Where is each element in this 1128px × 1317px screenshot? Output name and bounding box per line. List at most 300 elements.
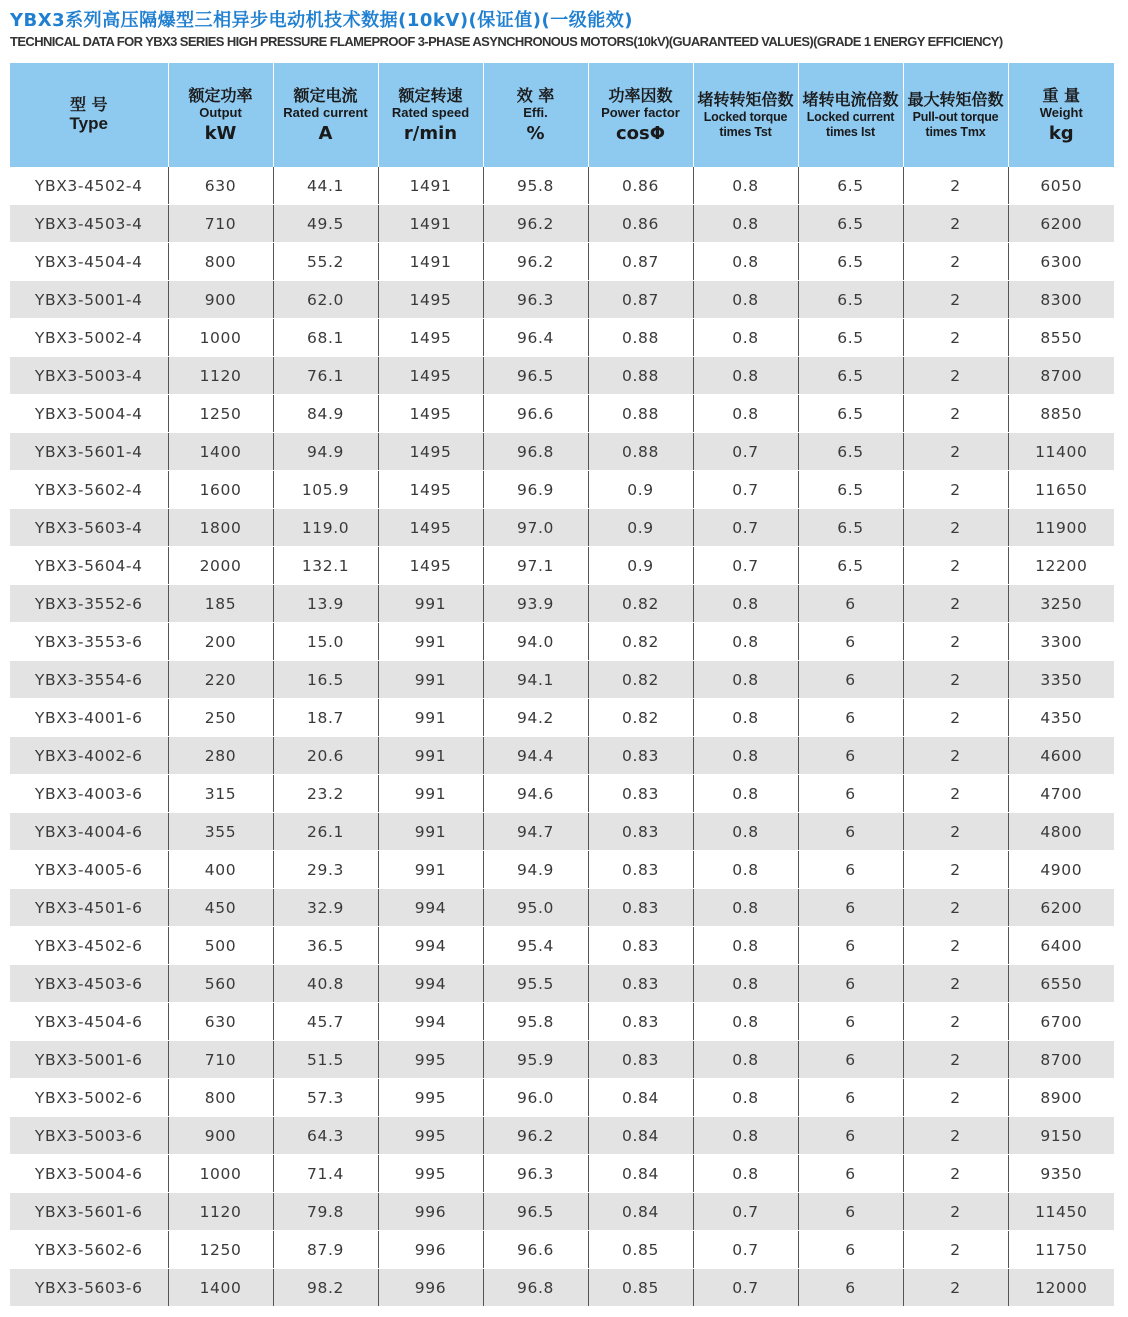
cell-efficiency: 96.5	[483, 357, 588, 395]
cell-efficiency: 96.4	[483, 319, 588, 357]
cell-output: 400	[168, 851, 273, 889]
cell-pullout-torque: 2	[903, 547, 1008, 585]
cell-power-factor: 0.88	[588, 357, 693, 395]
cell-weight: 11650	[1008, 471, 1114, 509]
cell-type: YBX3-5004-6	[10, 1155, 168, 1193]
table-row	[10, 927, 1114, 965]
cell-weight: 6400	[1008, 927, 1114, 965]
cell-locked-torque: 0.8	[693, 357, 798, 395]
cell-type: YBX3-5603-4	[10, 509, 168, 547]
cell-output: 280	[168, 737, 273, 775]
cell-power-factor: 0.83	[588, 737, 693, 775]
cell-locked-torque: 0.7	[693, 547, 798, 585]
cell-locked-current: 6.5	[798, 471, 903, 509]
cell-locked-torque: 0.7	[693, 509, 798, 547]
cell-efficiency: 94.4	[483, 737, 588, 775]
cell-locked-torque: 0.8	[693, 927, 798, 965]
cell-speed: 994	[378, 1003, 483, 1041]
cell-locked-torque: 0.8	[693, 851, 798, 889]
cell-output: 1000	[168, 319, 273, 357]
cell-current: 105.9	[273, 471, 378, 509]
table-row	[10, 623, 1114, 661]
cell-pullout-torque: 2	[903, 623, 1008, 661]
cell-pullout-torque: 2	[903, 1117, 1008, 1155]
cell-weight: 9150	[1008, 1117, 1114, 1155]
cell-pullout-torque: 2	[903, 851, 1008, 889]
cell-efficiency: 94.7	[483, 813, 588, 851]
cell-output: 2000	[168, 547, 273, 585]
cell-weight: 11750	[1008, 1231, 1114, 1269]
cell-weight: 4800	[1008, 813, 1114, 851]
cell-speed: 994	[378, 965, 483, 1003]
table-row	[10, 1269, 1114, 1307]
cell-weight: 12200	[1008, 547, 1114, 585]
col-header-unit: cosΦ	[615, 122, 666, 144]
cell-speed: 991	[378, 661, 483, 699]
cell-power-factor: 0.86	[588, 167, 693, 205]
cell-output: 1800	[168, 509, 273, 547]
cell-locked-torque: 0.7	[693, 1193, 798, 1231]
cell-current: 36.5	[273, 927, 378, 965]
cell-efficiency: 95.5	[483, 965, 588, 1003]
cell-output: 450	[168, 889, 273, 927]
col-header-speed	[378, 63, 483, 167]
cell-speed: 991	[378, 775, 483, 813]
cell-locked-current: 6.5	[798, 243, 903, 281]
cell-current: 32.9	[273, 889, 378, 927]
cell-pullout-torque: 2	[903, 889, 1008, 927]
cell-locked-current: 6	[798, 1117, 903, 1155]
cell-locked-current: 6	[798, 1193, 903, 1231]
cell-locked-current: 6	[798, 813, 903, 851]
cell-current: 45.7	[273, 1003, 378, 1041]
cell-speed: 996	[378, 1193, 483, 1231]
table-row	[10, 1003, 1114, 1041]
cell-efficiency: 96.5	[483, 1193, 588, 1231]
cell-efficiency: 94.1	[483, 661, 588, 699]
cell-output: 500	[168, 927, 273, 965]
table-row	[10, 167, 1114, 205]
cell-locked-torque: 0.8	[693, 661, 798, 699]
cell-locked-current: 6.5	[798, 547, 903, 585]
cell-type: YBX3-5602-4	[10, 471, 168, 509]
cell-power-factor: 0.88	[588, 395, 693, 433]
cell-power-factor: 0.83	[588, 1003, 693, 1041]
col-header-unit: A	[318, 122, 333, 144]
table-row	[10, 775, 1114, 813]
cell-weight: 8700	[1008, 1041, 1114, 1079]
cell-locked-torque: 0.8	[693, 889, 798, 927]
col-header-cn: 型 号	[69, 95, 108, 115]
cell-weight: 11400	[1008, 433, 1114, 471]
cell-locked-current: 6	[798, 889, 903, 927]
cell-locked-torque: 0.8	[693, 1079, 798, 1117]
cell-speed: 991	[378, 699, 483, 737]
cell-output: 185	[168, 585, 273, 623]
cell-locked-torque: 0.8	[693, 205, 798, 243]
table-row	[10, 889, 1114, 927]
cell-pullout-torque: 2	[903, 205, 1008, 243]
cell-type: YBX3-3553-6	[10, 623, 168, 661]
cell-locked-current: 6	[798, 737, 903, 775]
cell-weight: 11900	[1008, 509, 1114, 547]
cell-locked-current: 6	[798, 1041, 903, 1079]
col-header-en: Locked current times Ist	[806, 109, 895, 139]
cell-weight: 12000	[1008, 1269, 1114, 1307]
cell-locked-torque: 0.8	[693, 1155, 798, 1193]
cell-type: YBX3-4503-6	[10, 965, 168, 1003]
cell-pullout-torque: 2	[903, 927, 1008, 965]
cell-pullout-torque: 2	[903, 1041, 1008, 1079]
cell-weight: 6550	[1008, 965, 1114, 1003]
col-header-en: Locked torque times Tst	[703, 109, 788, 139]
cell-locked-current: 6	[798, 1155, 903, 1193]
cell-speed: 995	[378, 1155, 483, 1193]
cell-locked-torque: 0.8	[693, 319, 798, 357]
cell-type: YBX3-5603-6	[10, 1269, 168, 1307]
cell-efficiency: 96.3	[483, 281, 588, 319]
cell-type: YBX3-5601-4	[10, 433, 168, 471]
cell-type: YBX3-4502-4	[10, 167, 168, 205]
table-row	[10, 281, 1114, 319]
cell-locked-current: 6.5	[798, 357, 903, 395]
cell-type: YBX3-5004-4	[10, 395, 168, 433]
cell-speed: 1495	[378, 319, 483, 357]
cell-weight: 6050	[1008, 167, 1114, 205]
cell-power-factor: 0.84	[588, 1155, 693, 1193]
header-row	[10, 63, 1114, 167]
col-header-en: Power factor	[601, 105, 680, 120]
cell-speed: 1491	[378, 205, 483, 243]
cell-weight: 4600	[1008, 737, 1114, 775]
cell-speed: 1495	[378, 471, 483, 509]
cell-type: YBX3-5601-6	[10, 1193, 168, 1231]
cell-type: YBX3-4503-4	[10, 205, 168, 243]
cell-output: 900	[168, 1117, 273, 1155]
cell-weight: 4900	[1008, 851, 1114, 889]
table-row	[10, 357, 1114, 395]
cell-weight: 8900	[1008, 1079, 1114, 1117]
col-header-cn: 最大转矩倍数	[907, 90, 1004, 110]
cell-current: 13.9	[273, 585, 378, 623]
cell-efficiency: 96.6	[483, 395, 588, 433]
col-header-cn: 功率因数	[608, 85, 673, 105]
cell-locked-torque: 0.7	[693, 471, 798, 509]
cell-locked-torque: 0.8	[693, 585, 798, 623]
table-row	[10, 813, 1114, 851]
cell-efficiency: 96.3	[483, 1155, 588, 1193]
cell-locked-torque: 0.8	[693, 167, 798, 205]
cell-locked-current: 6	[798, 1003, 903, 1041]
cell-current: 98.2	[273, 1269, 378, 1307]
cell-locked-torque: 0.8	[693, 699, 798, 737]
col-header-en: Rated speed	[391, 105, 470, 120]
cell-speed: 991	[378, 585, 483, 623]
cell-pullout-torque: 2	[903, 319, 1008, 357]
cell-speed: 995	[378, 1079, 483, 1117]
cell-current: 64.3	[273, 1117, 378, 1155]
cell-type: YBX3-4004-6	[10, 813, 168, 851]
col-header-unit: kW	[204, 122, 237, 144]
cell-speed: 994	[378, 889, 483, 927]
cell-type: YBX3-4003-6	[10, 775, 168, 813]
cell-current: 84.9	[273, 395, 378, 433]
cell-current: 55.2	[273, 243, 378, 281]
cell-output: 1400	[168, 1269, 273, 1307]
cell-efficiency: 97.0	[483, 509, 588, 547]
cell-locked-torque: 0.8	[693, 965, 798, 1003]
cell-weight: 6200	[1008, 205, 1114, 243]
col-header-pullout-torque	[903, 63, 1008, 167]
cell-current: 44.1	[273, 167, 378, 205]
cell-power-factor: 0.9	[588, 509, 693, 547]
cell-power-factor: 0.83	[588, 851, 693, 889]
cell-speed: 1495	[378, 509, 483, 547]
cell-power-factor: 0.88	[588, 433, 693, 471]
cell-weight: 8850	[1008, 395, 1114, 433]
cell-power-factor: 0.9	[588, 547, 693, 585]
col-header-en: Output	[199, 105, 242, 120]
cell-efficiency: 96.6	[483, 1231, 588, 1269]
cell-output: 900	[168, 281, 273, 319]
cell-locked-torque: 0.8	[693, 243, 798, 281]
cell-efficiency: 96.2	[483, 205, 588, 243]
cell-current: 62.0	[273, 281, 378, 319]
cell-speed: 996	[378, 1269, 483, 1307]
cell-speed: 991	[378, 737, 483, 775]
col-header-en: Effi.	[523, 105, 548, 120]
table-row	[10, 699, 1114, 737]
col-header-en: Pull-out torque times Tmx	[912, 109, 999, 139]
cell-locked-torque: 0.8	[693, 737, 798, 775]
cell-locked-torque: 0.8	[693, 1117, 798, 1155]
cell-type: YBX3-5003-6	[10, 1117, 168, 1155]
cell-output: 220	[168, 661, 273, 699]
cell-efficiency: 96.2	[483, 243, 588, 281]
cell-output: 630	[168, 167, 273, 205]
cell-current: 68.1	[273, 319, 378, 357]
cell-pullout-torque: 2	[903, 1193, 1008, 1231]
cell-power-factor: 0.87	[588, 281, 693, 319]
table-row	[10, 1231, 1114, 1269]
cell-speed: 991	[378, 851, 483, 889]
cell-speed: 1491	[378, 243, 483, 281]
cell-weight: 3350	[1008, 661, 1114, 699]
col-header-cn: 额定转速	[398, 85, 463, 105]
cell-efficiency: 95.0	[483, 889, 588, 927]
cell-power-factor: 0.9	[588, 471, 693, 509]
col-header-cn: 额定电流	[293, 85, 358, 105]
col-header-cn: 重 量	[1042, 85, 1081, 105]
cell-efficiency: 96.9	[483, 471, 588, 509]
cell-locked-current: 6	[798, 661, 903, 699]
table-row	[10, 1117, 1114, 1155]
cell-type: YBX3-5002-4	[10, 319, 168, 357]
cell-weight: 11450	[1008, 1193, 1114, 1231]
table-row	[10, 205, 1114, 243]
cell-pullout-torque: 2	[903, 1003, 1008, 1041]
cell-locked-torque: 0.7	[693, 1231, 798, 1269]
cell-weight: 4700	[1008, 775, 1114, 813]
cell-power-factor: 0.82	[588, 585, 693, 623]
cell-speed: 1495	[378, 433, 483, 471]
cell-efficiency: 96.8	[483, 433, 588, 471]
cell-pullout-torque: 2	[903, 585, 1008, 623]
cell-current: 94.9	[273, 433, 378, 471]
cell-power-factor: 0.85	[588, 1269, 693, 1307]
cell-speed: 1495	[378, 395, 483, 433]
cell-pullout-torque: 2	[903, 167, 1008, 205]
cell-current: 20.6	[273, 737, 378, 775]
cell-current: 49.5	[273, 205, 378, 243]
col-header-efficiency	[483, 63, 588, 167]
cell-weight: 8300	[1008, 281, 1114, 319]
cell-efficiency: 97.1	[483, 547, 588, 585]
cell-current: 29.3	[273, 851, 378, 889]
cell-pullout-torque: 2	[903, 509, 1008, 547]
col-header-cn: 额定功率	[188, 85, 253, 105]
cell-type: YBX3-3552-6	[10, 585, 168, 623]
cell-pullout-torque: 2	[903, 965, 1008, 1003]
table-row	[10, 395, 1114, 433]
cell-pullout-torque: 2	[903, 357, 1008, 395]
cell-speed: 995	[378, 1117, 483, 1155]
cell-pullout-torque: 2	[903, 281, 1008, 319]
table-row	[10, 965, 1114, 1003]
cell-pullout-torque: 2	[903, 471, 1008, 509]
cell-type: YBX3-5002-6	[10, 1079, 168, 1117]
table-row	[10, 319, 1114, 357]
cell-power-factor: 0.85	[588, 1231, 693, 1269]
cell-pullout-torque: 2	[903, 1231, 1008, 1269]
cell-power-factor: 0.83	[588, 965, 693, 1003]
cell-type: YBX3-5001-4	[10, 281, 168, 319]
cell-power-factor: 0.82	[588, 699, 693, 737]
cell-weight: 6200	[1008, 889, 1114, 927]
cell-pullout-torque: 2	[903, 699, 1008, 737]
cell-output: 1250	[168, 395, 273, 433]
cell-output: 800	[168, 243, 273, 281]
cell-type: YBX3-4504-4	[10, 243, 168, 281]
col-header-current	[273, 63, 378, 167]
cell-current: 40.8	[273, 965, 378, 1003]
table-row	[10, 509, 1114, 547]
spec-table	[10, 63, 1114, 1307]
cell-locked-current: 6	[798, 965, 903, 1003]
page-subtitle: TECHNICAL DATA FOR YBX3 SERIES HIGH PRESSURE FLAMEPROOF 3-PHASE ASYNCHRONOUS MOTORS(10kV)(GUARANTEED VALUES)(GRADE 1 ENERGY EFFICIENCY)	[10, 34, 1003, 49]
table-body	[10, 167, 1114, 1307]
cell-locked-torque: 0.8	[693, 281, 798, 319]
cell-output: 1250	[168, 1231, 273, 1269]
cell-pullout-torque: 2	[903, 1079, 1008, 1117]
cell-type: YBX3-4005-6	[10, 851, 168, 889]
cell-speed: 991	[378, 813, 483, 851]
cell-output: 250	[168, 699, 273, 737]
col-header-unit: r/min	[403, 122, 458, 144]
cell-current: 26.1	[273, 813, 378, 851]
table-row	[10, 1041, 1114, 1079]
cell-power-factor: 0.82	[588, 661, 693, 699]
cell-output: 800	[168, 1079, 273, 1117]
cell-locked-current: 6.5	[798, 167, 903, 205]
col-header-weight	[1008, 63, 1114, 167]
cell-speed: 1495	[378, 547, 483, 585]
cell-weight: 3250	[1008, 585, 1114, 623]
cell-locked-current: 6	[798, 623, 903, 661]
cell-output: 630	[168, 1003, 273, 1041]
cell-pullout-torque: 2	[903, 813, 1008, 851]
table-row	[10, 737, 1114, 775]
cell-efficiency: 95.8	[483, 167, 588, 205]
cell-locked-current: 6	[798, 851, 903, 889]
cell-power-factor: 0.83	[588, 889, 693, 927]
cell-speed: 1495	[378, 357, 483, 395]
cell-power-factor: 0.87	[588, 243, 693, 281]
cell-locked-current: 6.5	[798, 433, 903, 471]
cell-pullout-torque: 2	[903, 737, 1008, 775]
cell-output: 200	[168, 623, 273, 661]
cell-output: 710	[168, 205, 273, 243]
cell-speed: 1491	[378, 167, 483, 205]
cell-weight: 8700	[1008, 357, 1114, 395]
col-header-cn: 堵转电流倍数	[802, 90, 899, 110]
cell-pullout-torque: 2	[903, 1155, 1008, 1193]
cell-output: 1600	[168, 471, 273, 509]
col-header-en: Type	[69, 114, 108, 134]
cell-pullout-torque: 2	[903, 775, 1008, 813]
cell-efficiency: 95.9	[483, 1041, 588, 1079]
cell-efficiency: 95.4	[483, 927, 588, 965]
table-row	[10, 1155, 1114, 1193]
cell-speed: 1495	[378, 281, 483, 319]
cell-output: 560	[168, 965, 273, 1003]
cell-locked-current: 6	[798, 1269, 903, 1307]
cell-speed: 995	[378, 1041, 483, 1079]
cell-current: 87.9	[273, 1231, 378, 1269]
cell-pullout-torque: 2	[903, 661, 1008, 699]
cell-pullout-torque: 2	[903, 433, 1008, 471]
cell-output: 710	[168, 1041, 273, 1079]
cell-current: 76.1	[273, 357, 378, 395]
cell-type: YBX3-4502-6	[10, 927, 168, 965]
cell-current: 119.0	[273, 509, 378, 547]
cell-efficiency: 94.0	[483, 623, 588, 661]
cell-efficiency: 96.8	[483, 1269, 588, 1307]
cell-current: 23.2	[273, 775, 378, 813]
cell-pullout-torque: 2	[903, 395, 1008, 433]
cell-locked-current: 6	[798, 927, 903, 965]
col-header-en: Rated current	[283, 105, 368, 120]
col-header-locked-torque	[693, 63, 798, 167]
table-row	[10, 433, 1114, 471]
cell-locked-torque: 0.8	[693, 775, 798, 813]
cell-type: YBX3-5602-6	[10, 1231, 168, 1269]
cell-locked-current: 6.5	[798, 509, 903, 547]
cell-current: 51.5	[273, 1041, 378, 1079]
cell-power-factor: 0.83	[588, 813, 693, 851]
cell-current: 18.7	[273, 699, 378, 737]
cell-weight: 6300	[1008, 243, 1114, 281]
table-row	[10, 851, 1114, 889]
cell-locked-current: 6.5	[798, 281, 903, 319]
cell-locked-current: 6	[798, 699, 903, 737]
cell-efficiency: 94.6	[483, 775, 588, 813]
col-header-type	[10, 63, 168, 167]
table-row	[10, 1079, 1114, 1117]
cell-locked-current: 6	[798, 775, 903, 813]
table-row	[10, 1193, 1114, 1231]
cell-locked-current: 6.5	[798, 205, 903, 243]
